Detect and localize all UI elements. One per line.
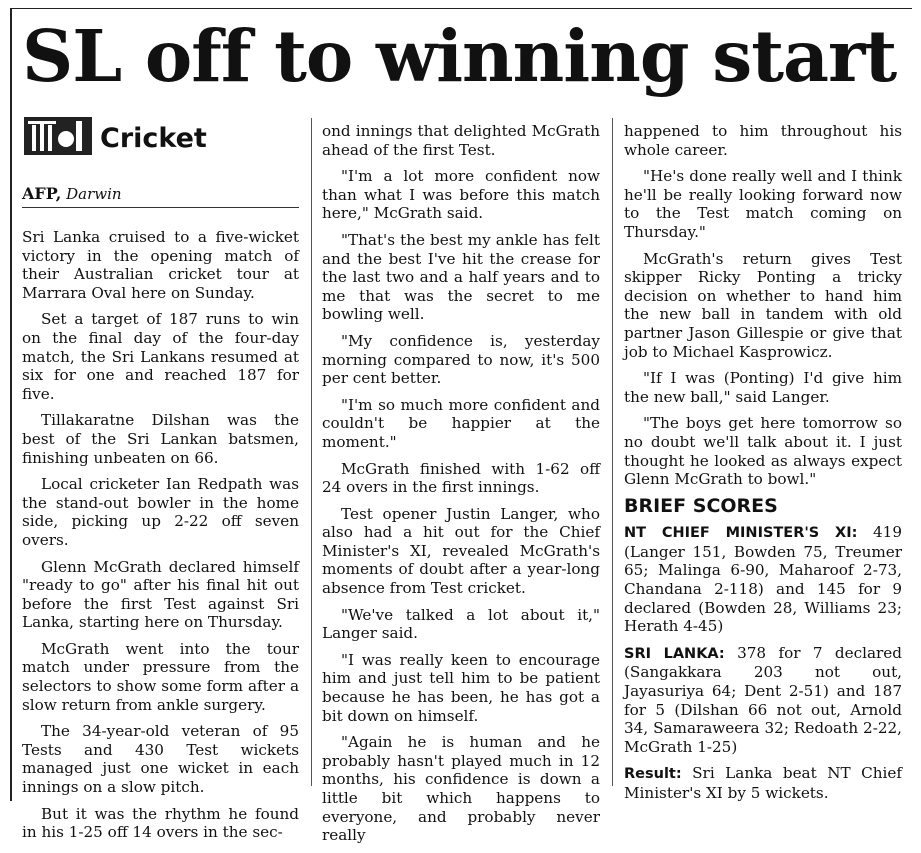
paragraph: "We've talked a lot about it," Langer said. (322, 605, 600, 643)
byline-location: Darwin (66, 185, 122, 203)
brief-sl-text: 378 for 7 declared (Sangakkara 203 not out, Jayasuriya 64; Dent 2-51) and 187 for 5 (Dilshan 66 not out, Arnold 34, Samaraweera 32; Redoath 2-22, McGrath 1-25) (624, 643, 902, 756)
paragraph: Tillakaratne Dilshan was the best of the Sri Lankan batsmen, finishing unbeaten on 66. (22, 411, 299, 467)
column-rule (311, 118, 312, 786)
brief-scores (624, 494, 902, 803)
paragraph: "I was really keen to encourage him and just tell him to be patient because he has been, he has got a bit down on himself. (322, 650, 600, 725)
brief-scores-title: BRIEF SCORES (624, 494, 778, 517)
paragraph: happened to him throughout his whole career. (624, 122, 902, 159)
brief-sl (624, 644, 902, 757)
paragraph: McGrath went into the tour match under pressure from the selectors to show some form after a slow return from ankle surgery. (22, 639, 299, 714)
brief-result-text: Sri Lanka beat NT Chief Minister's XI by 5 wickets. (624, 764, 902, 802)
paragraph: The 34-year-old veteran of 95 Tests and 430 Test wickets managed just one wicket in each innings on a slow pitch. (22, 722, 299, 797)
column-1 (22, 228, 299, 850)
brief-result (624, 764, 902, 802)
column-rule (612, 118, 613, 786)
brief-nt (624, 523, 902, 636)
paragraph: "My confidence is, yesterday morning compared to now, it's 500 per cent better. (322, 331, 600, 388)
paragraph: Test opener Justin Langer, who also had a hit out for the Chief Minister's XI, revealed McGrath's moments of doubt after a year-long absence from Test cricket. (322, 504, 600, 598)
brief-result-label: Result: (624, 766, 682, 783)
section-tag (22, 115, 222, 157)
byline-agency: AFP, (22, 184, 62, 203)
paragraph: "He's done really well and I think he'll be really looking forward now to the Test match coming on Thursday." (624, 167, 902, 241)
paragraph: Set a target of 187 runs to win on the final day of the four-day match, the Sri Lankans resumed at six for one and reached 187 for five. (22, 310, 299, 403)
headline: SL off to winning start (22, 14, 897, 98)
column-2 (322, 122, 600, 853)
brief-nt-label: NT CHIEF MINISTER'S XI: (624, 525, 858, 542)
paragraph: "That's the best my ankle has felt and the best I've hit the crease for the last two and a half years and to me that was the secret to me bowling well. (322, 230, 600, 324)
paragraph: "If I was (Ponting) I'd give him the new ball," said Langer. (624, 369, 902, 406)
byline (22, 184, 299, 208)
section-label: Cricket (100, 123, 207, 154)
cricket-icon (22, 115, 94, 157)
paragraph: Sri Lanka cruised to a five-wicket victory in the opening match of their Australian cricket tour at Marrara Oval here on Sunday. (22, 228, 299, 302)
paragraph: ond innings that delighted McGrath ahead of the first Test. (322, 122, 600, 159)
paragraph: "I'm a lot more confident now than what I was before this match here," McGrath said. (322, 167, 600, 223)
paragraph: "Again he is human and he probably hasn't played much in 12 months, his confidence is down a little bit which happens to everyone, and probably never really (322, 733, 600, 845)
brief-sl-label: SRI LANKA: (624, 645, 725, 662)
paragraph: McGrath finished with 1-62 off 24 overs in the first innings. (322, 459, 600, 497)
paragraph: McGrath's return gives Test skipper Ricky Ponting a tricky decision on whether to hand him the new ball in tandem with old partner Jason Gillespie or give that job to Michael Kasprowicz. (624, 249, 902, 361)
brief-nt-text: 419 (Langer 151, Bowden 75, Treumer 65; Malinga 6-90, Maharoof 2-73, Chandana 2-118) and 145 for 9 declared (Bowden 28, Williams 23; Herath 4-45) (624, 523, 902, 636)
column-3 (624, 122, 902, 811)
paragraph: "I'm so much more confident and couldn't be happier at the moment." (322, 395, 600, 451)
paragraph: "The boys get here tomorrow so no doubt we'll talk about it. I just thought he looked as always expect Glenn McGrath to bowl." (624, 414, 902, 489)
paragraph: Local cricketer Ian Redpath was the stand-out bowler in the home side, picking up 2-22 off seven overs. (22, 475, 299, 549)
paragraph: Glenn McGrath declared himself "ready to go" after his final hit out before the first Test against Sri Lanka, starting here on Thursday. (22, 557, 299, 632)
paragraph: But it was the rhythm he found in his 1-25 off 14 overs in the sec- (22, 804, 299, 842)
